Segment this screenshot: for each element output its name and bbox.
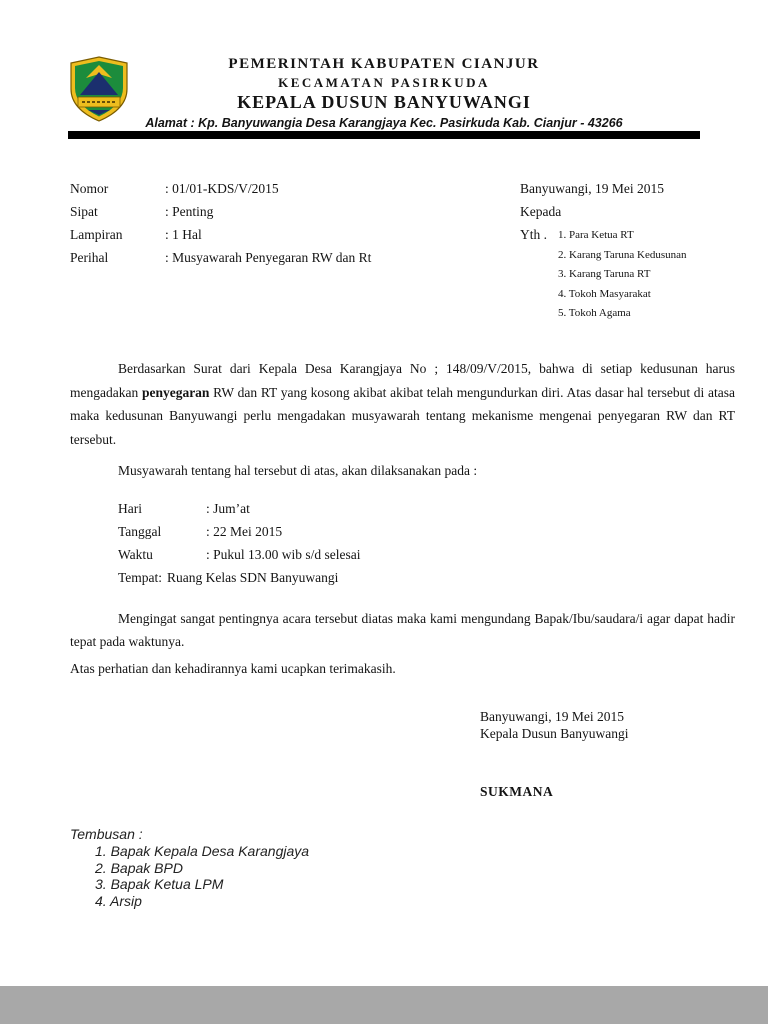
kepada-label: Kepada xyxy=(520,204,562,219)
meta-section xyxy=(0,177,768,327)
detail-row-tanggal xyxy=(118,520,735,543)
recipient-block xyxy=(520,177,687,324)
recipient-item: 1. Para Ketua RT xyxy=(558,229,634,241)
detail-row-hari xyxy=(118,497,735,520)
meta-value: : Musyawarah Penyegaran RW dan Rt xyxy=(165,250,372,265)
event-details xyxy=(118,497,735,589)
body-paragraph-3: Mengingat sangat pentingnya acara tersebut diatas maka kami mengundang Bapak/Ibu/saudara/i agar dapat hadir tepat pada waktunya. xyxy=(70,610,735,649)
meta-label: Perihal xyxy=(70,250,109,265)
district-name: KECAMATAN PASIRKUDA xyxy=(278,75,490,90)
recipient-item: 4. Tokoh Masyarakat xyxy=(558,287,651,300)
signature-place-date: Banyuwangi, 19 Mei 2015 xyxy=(480,709,624,724)
detail-label: Hari xyxy=(118,500,142,516)
signature-block xyxy=(480,708,768,800)
p1-text-after: RW dan RT yang kosong akibat akibat telah mengundurkan diri. Atas dasar hal tersebut di atasa maka kedusunan Banyuwangi perlu mengadakan musyawarah tentang mekanisme mengenai penyegaran RW dan RT tersebut. xyxy=(70,384,735,447)
tembusan-item: 3. Bapak Ketua LPM xyxy=(95,876,224,892)
meta-label: Lampiran xyxy=(70,227,123,242)
meta-value: : 01/01-KDS/V/2015 xyxy=(165,181,279,196)
detail-value: Ruang Kelas SDN Banyuwangi xyxy=(167,569,339,585)
signature-title: Kepala Dusun Banyuwangi xyxy=(480,726,629,741)
detail-label: Tanggal xyxy=(118,523,162,539)
letter-place-date: Banyuwangi, 19 Mei 2015 xyxy=(520,181,664,196)
tembusan-item: 2. Bapak BPD xyxy=(95,859,183,876)
recipient-item: 2. Karang Taruna Kedusunan xyxy=(558,248,687,261)
signature-name: SUKMANA xyxy=(480,784,554,799)
recipient-item: 3. Karang Taruna RT xyxy=(558,268,651,280)
body-paragraph-2: Musyawarah tentang hal tersebut di atas, akan dilaksanakan pada : xyxy=(118,463,478,478)
detail-value: : Pukul 13.00 wib s/d selesai xyxy=(206,546,361,562)
letterhead xyxy=(0,0,768,139)
tembusan-item: 4. Arsip xyxy=(95,892,142,909)
letterhead-rule xyxy=(68,131,700,139)
crest-svg xyxy=(68,56,130,122)
government-name: PEMERINTAH KABUPATEN CIANJUR xyxy=(228,56,540,72)
tembusan-heading: Tembusan : xyxy=(70,826,143,842)
scan-footer-strip xyxy=(0,986,768,1024)
recipient-item: 5. Tokoh Agama xyxy=(558,307,631,319)
meta-value: : Penting xyxy=(165,204,214,219)
office-name: KEPALA DUSUN BANYUWANGI xyxy=(237,92,531,112)
tembusan-block xyxy=(70,826,768,909)
p1-bold-word: penyegaran xyxy=(141,384,210,400)
p1-text-before: Berdasarkan Surat dari Kepala Desa Karangjaya No ; 148/09/V/2015, bahwa di setiap kedusunan harus mengadakan xyxy=(70,361,735,400)
meta-label: Sipat xyxy=(70,204,98,219)
letter-body xyxy=(70,357,735,680)
detail-value: : Jum’at xyxy=(206,500,250,516)
yth-row xyxy=(520,223,687,324)
detail-label: Tempat: xyxy=(118,569,163,585)
body-paragraph-4: Atas perhatian dan kehadirannya kami ucapkan terimakasih. xyxy=(70,660,396,676)
meta-value: : 1 Hal xyxy=(165,227,202,242)
meta-label: Nomor xyxy=(70,181,109,196)
detail-label: Waktu xyxy=(118,546,153,562)
detail-row-waktu xyxy=(118,543,735,566)
detail-row-tempat xyxy=(118,566,735,589)
cianjur-crest-logo xyxy=(68,56,130,122)
detail-value: : 22 Mei 2015 xyxy=(206,523,283,539)
letterhead-address: Alamat : Kp. Banyuwangia Desa Karangjaya Kec. Pasirkuda Kab. Cianjur - 43266 xyxy=(145,116,623,130)
yth-label: Yth . xyxy=(520,227,547,242)
tembusan-item: 1. Bapak Kepala Desa Karangjaya xyxy=(95,843,310,859)
recipient-list xyxy=(558,223,687,324)
body-paragraph-1 xyxy=(70,357,735,451)
